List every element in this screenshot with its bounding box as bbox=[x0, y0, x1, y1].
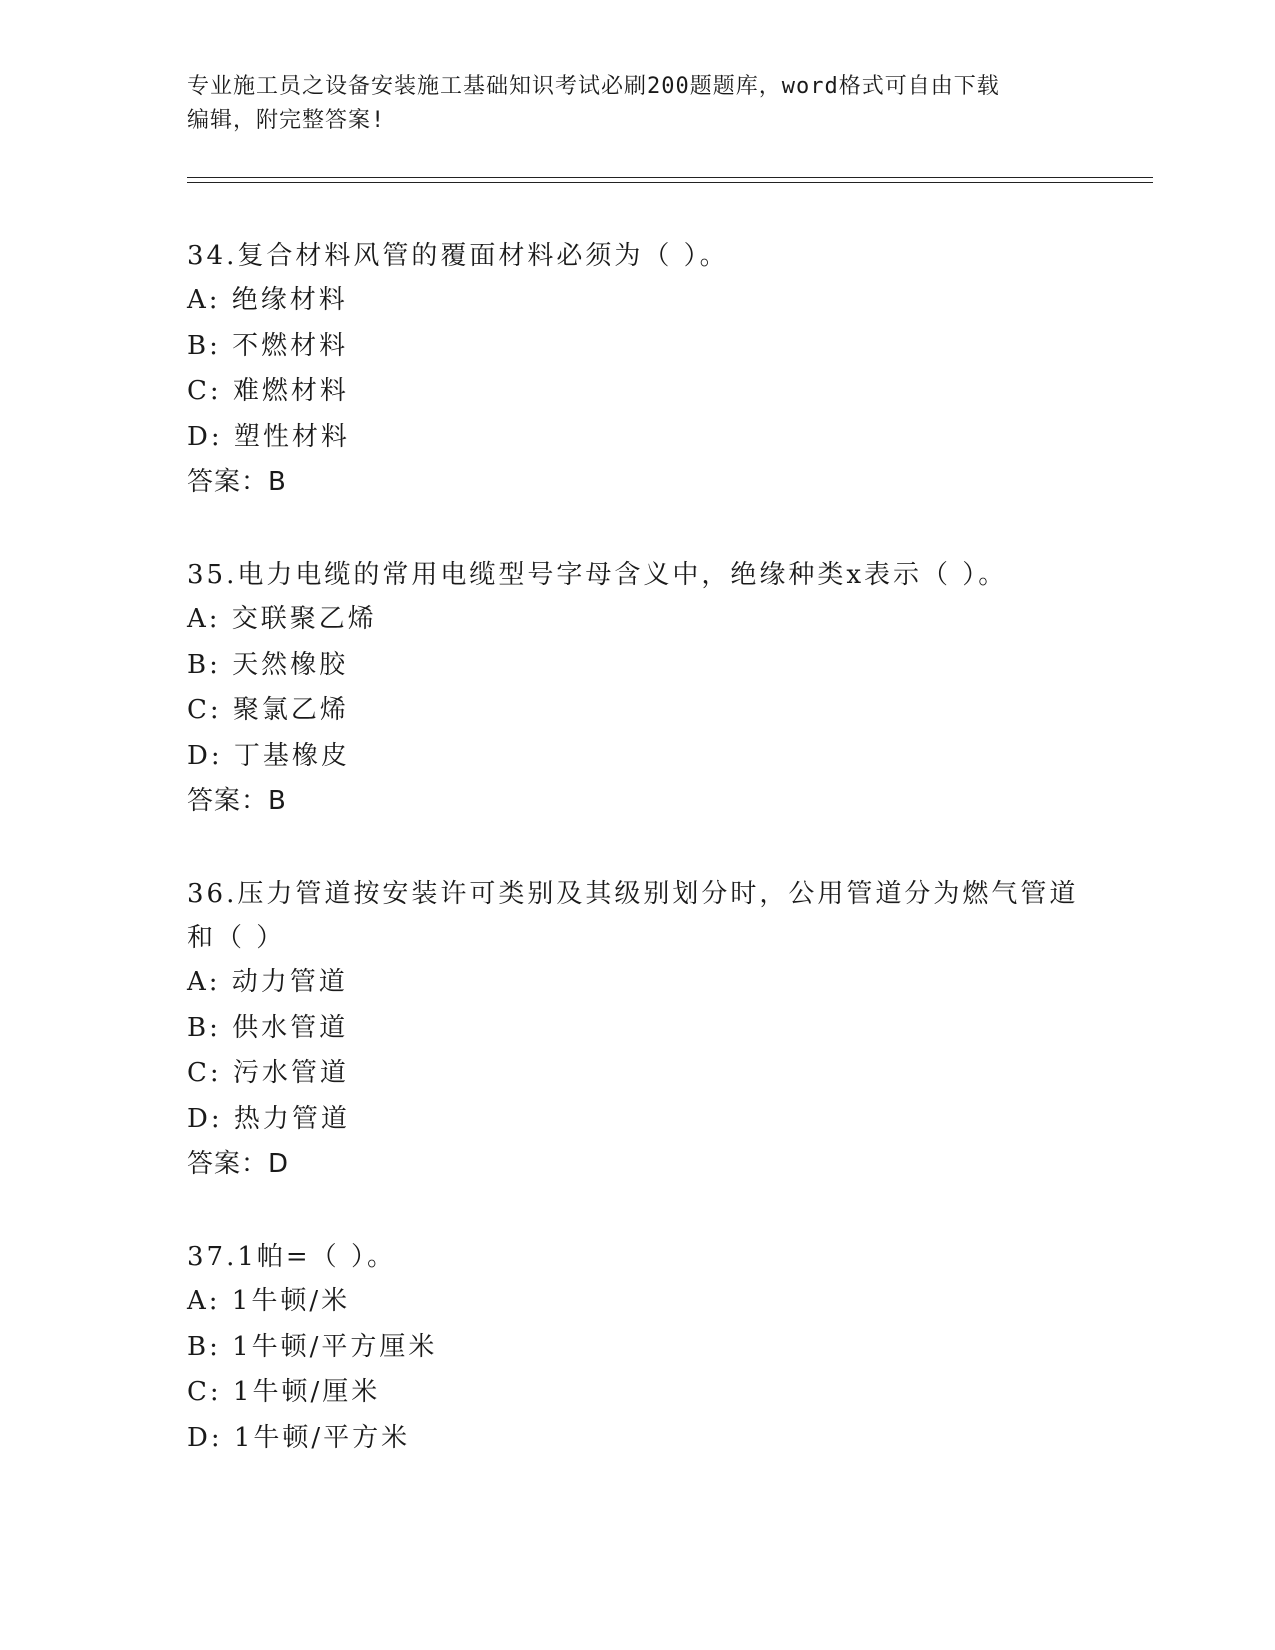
question-36 bbox=[187, 872, 1107, 1187]
option-c: C: 聚氯乙烯 bbox=[187, 695, 349, 725]
option-b: B: 不燃材料 bbox=[187, 330, 349, 361]
question-stem: 37.1帕=（ ）。 bbox=[187, 1242, 396, 1272]
option-a: A: 1牛顿/米 bbox=[187, 1286, 351, 1316]
header-divider-bottom bbox=[187, 182, 1153, 183]
option-b: B: 供水管道 bbox=[187, 1012, 349, 1043]
option-d: D: 塑性材料 bbox=[187, 421, 350, 452]
header-line-2: 编辑，附完整答案! bbox=[187, 108, 386, 133]
answer: 答案：B bbox=[187, 786, 287, 816]
option-d: D: 热力管道 bbox=[187, 1103, 350, 1134]
question-34 bbox=[187, 234, 1107, 505]
header-line-1: 专业施工员之设备安装施工基础知识考试必刷200题题库，word格式可自由下载 bbox=[187, 74, 1000, 99]
option-b: B: 1牛顿/平方厘米 bbox=[187, 1331, 438, 1362]
question-stem-line-2: 和（ ） bbox=[187, 923, 286, 953]
option-d: D: 1牛顿/平方米 bbox=[187, 1422, 411, 1453]
question-stem: 35.电力电缆的常用电缆型号字母含义中，绝缘种类x表示（ ）。 bbox=[187, 560, 1008, 590]
option-c: C: 污水管道 bbox=[187, 1058, 349, 1088]
answer: 答案：D bbox=[187, 1149, 290, 1179]
question-stem-line-1: 36.压力管道按安装许可类别及其级别划分时，公用管道分为燃气管道 bbox=[187, 879, 1079, 909]
option-c: C: 1牛顿/厘米 bbox=[187, 1377, 381, 1407]
answer: 答案：B bbox=[187, 467, 287, 497]
option-b: B: 天然橡胶 bbox=[187, 649, 349, 680]
option-a: A: 交联聚乙烯 bbox=[187, 604, 377, 634]
header-divider-top bbox=[187, 177, 1153, 178]
question-stem: 34.复合材料风管的覆面材料必须为（ ）。 bbox=[187, 241, 729, 271]
option-a: A: 动力管道 bbox=[187, 967, 348, 997]
question-35 bbox=[187, 553, 1107, 824]
document-header bbox=[187, 70, 1087, 138]
question-37 bbox=[187, 1235, 1107, 1461]
option-c: C: 难燃材料 bbox=[187, 376, 349, 406]
option-d: D: 丁基橡皮 bbox=[187, 740, 350, 771]
option-a: A: 绝缘材料 bbox=[187, 285, 348, 315]
